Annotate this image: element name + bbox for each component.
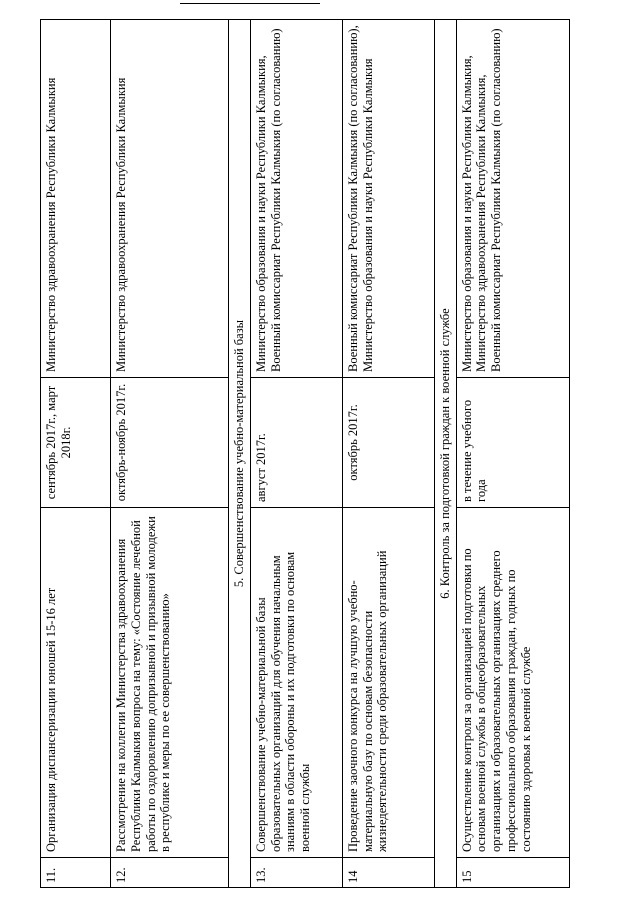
row-number: 15 [456, 858, 569, 888]
term-cell: сентябрь 2017г., март 2018г. [41, 378, 111, 508]
table-row [41, 20, 111, 888]
activity-cell: Совершенствование учебно-материальной базы образовательных организаций для обучения начальным знаниям в области обороны и их подготовки по основам военной службы [250, 508, 342, 858]
row-number: 12. [111, 858, 229, 888]
executor-cell: Министерство образования и науки Республики Калмыкия, Военный комиссариат Республики Калмыкия (по согласованию) [250, 20, 342, 378]
section-title: 5. Совершенствование учебно-материальной базы [229, 20, 251, 888]
top-rule [180, 3, 320, 4]
activity-cell: Рассмотрение на коллегии Министерства здравоохранения Республики Калмыкия вопроса на тему: «Состояние лечебной работы по оздоровлению допризывной и призывной молодежи в республике и меры по ее совершенствованию» [111, 508, 229, 858]
document-sheet [40, 20, 565, 888]
executor-cell: Министерство образования и науки Республики Калмыкия, Министерство здравоохранения Республики Калмыкия, Военный комиссариат Республики Калмыкия (по согласованию) [456, 20, 569, 378]
section-title: 6. Контроль за подготовкой граждан к военной службе [434, 20, 456, 888]
table-row [111, 20, 229, 888]
rotated-table-container [40, 20, 565, 888]
executor-cell: Министерство здравоохранения Республики Калмыкия [111, 20, 229, 378]
term-cell: октябрь-ноябрь 2017г. [111, 378, 229, 508]
table-row [250, 20, 342, 888]
table-row [342, 20, 434, 888]
row-number: 14 [342, 858, 434, 888]
term-cell: в течение учебного года [456, 378, 569, 508]
row-number: 11. [41, 858, 111, 888]
activity-cell: Осуществление контроля за организацией подготовки по основам военной службы в общеобразовательных организациях и образовательных организациях среднего профессионального образования граждан, годных по состоянию здоровья к военной службе [456, 508, 569, 858]
row-number: 13. [250, 858, 342, 888]
activity-cell: Проведение заочного конкурса на лучшую учебно-материальную базу по основам безопасности жизнедеятельности среди образовательных организаций [342, 508, 434, 858]
section-row [229, 20, 251, 888]
section-row [434, 20, 456, 888]
executor-cell: Военный комиссариат Республики Калмыкия (по согласованию), Министерство образования и науки Республики Калмыкия [342, 20, 434, 378]
executor-cell: Министерство здравоохранения Республики Калмыкия [41, 20, 111, 378]
term-cell: август 2017г. [250, 378, 342, 508]
table-row [456, 20, 569, 888]
term-cell: октябрь 2017г. [342, 378, 434, 508]
plan-table [40, 19, 570, 888]
activity-cell: Организация диспансеризации юношей 15-16 лет [41, 508, 111, 858]
